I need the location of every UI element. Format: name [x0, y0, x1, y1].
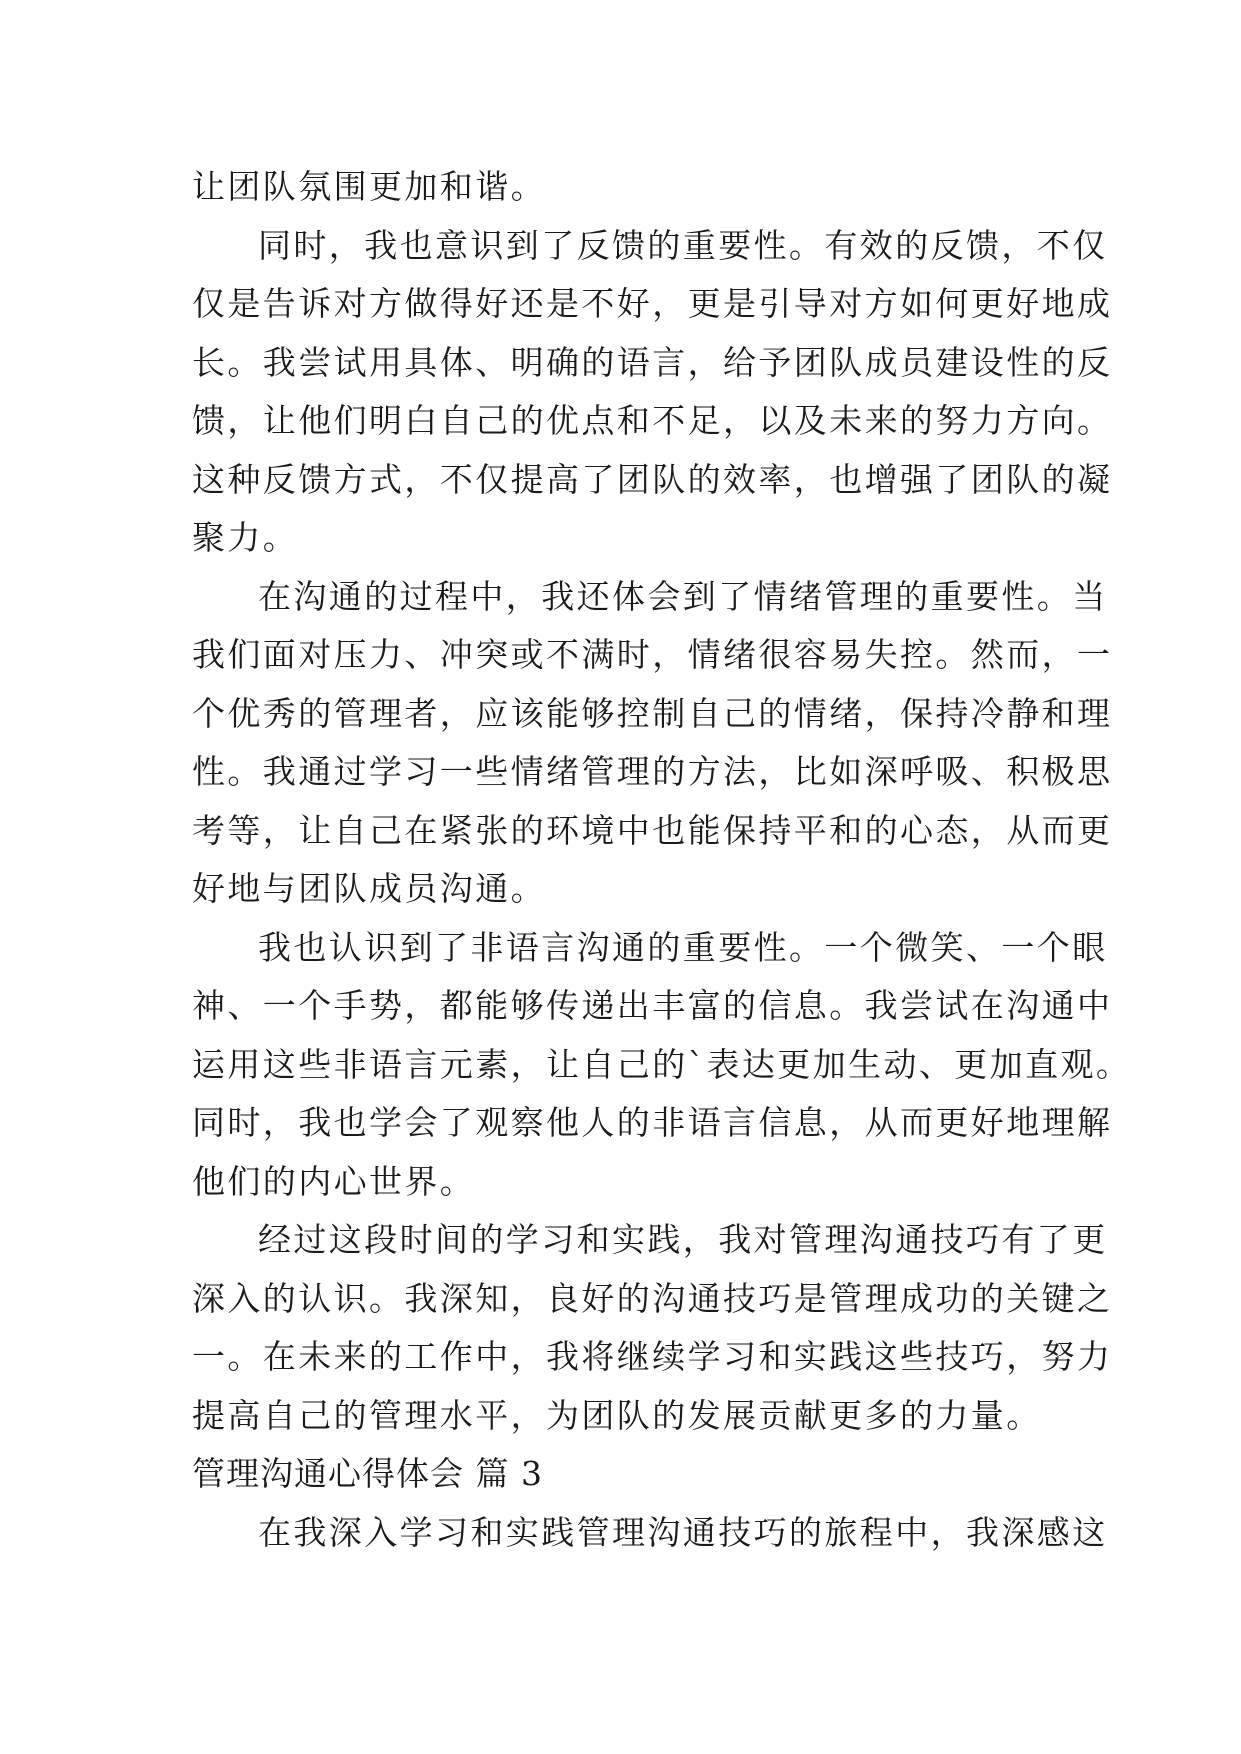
text-line: 长。我尝试用具体、明确的语言，给予团队成员建设性的反 — [192, 342, 1113, 382]
text-line: 在沟通的过程中，我还体会到了情绪管理的重要性。当 — [258, 576, 1108, 616]
text-line: 经过这段时间的学习和实践，我对管理沟通技巧有了更 — [258, 1220, 1108, 1259]
text-line: 同时，我也学会了观察他人的非语言信息，从而更好地理解 — [192, 1103, 1113, 1142]
text-line: 深入的认识。我深知，良好的沟通技巧是管理成功的关键之 — [192, 1278, 1113, 1318]
paragraph — [192, 1504, 1108, 1563]
text-line: 提高自己的管理水平，为团队的发展贡献更多的力量。 — [192, 1395, 1042, 1435]
paragraph — [192, 1211, 1113, 1445]
text-line: 同时，我也意识到了反馈的重要性。有效的反馈，不仅 — [258, 225, 1108, 265]
text-line: 好地与团队成员沟通。 — [192, 869, 546, 908]
paragraph — [192, 919, 1132, 1212]
text-line: 这种反馈方式，不仅提高了团队的效率，也增强了团队的凝 — [192, 459, 1113, 499]
section-heading: 管理沟通心得体会 篇 3 — [192, 1454, 543, 1493]
text-line: 让团队氛围更加和谐。 — [192, 167, 546, 206]
text-line: 在我深入学习和实践管理沟通技巧的旅程中，我深感这 — [258, 1512, 1108, 1552]
paragraph — [192, 158, 1052, 217]
text-line: 馈，让他们明白自己的优点和不足，以及未来的努力方向。 — [192, 401, 1113, 440]
text-line: 考等，让自己在紧张的环境中也能保持平和的心态，从而更 — [192, 810, 1113, 850]
paragraph — [192, 217, 1113, 568]
text-line: 个优秀的管理者，应该能够控制自己的情绪，保持冷静和理 — [192, 693, 1113, 733]
text-line: 我们面对压力、冲突或不满时，情绪很容易失控。然而，一 — [192, 635, 1113, 674]
text-line: 我也认识到了非语言沟通的重要性。一个微笑、一个眼 — [258, 927, 1108, 967]
paragraph — [192, 568, 1113, 919]
text-line: 聚力。 — [192, 518, 299, 557]
text-line: 性。我通过学习一些情绪管理的方法，比如深呼吸、积极思 — [192, 752, 1113, 791]
text-line: 他们的内心世界。 — [192, 1161, 476, 1201]
document-body — [192, 158, 1132, 1562]
text-line: 神、一个手势，都能够传递出丰富的信息。我尝试在沟通中 — [192, 986, 1113, 1025]
text-line: 仅是告诉对方做得好还是不好，更是引导对方如何更好地成 — [192, 284, 1113, 323]
text-line: 运用这些非语言元素，让自己的`表达更加生动、更加直观。 — [192, 1044, 1132, 1084]
text-line: 一。在未来的工作中，我将继续学习和实践这些技巧，努力 — [192, 1337, 1113, 1376]
